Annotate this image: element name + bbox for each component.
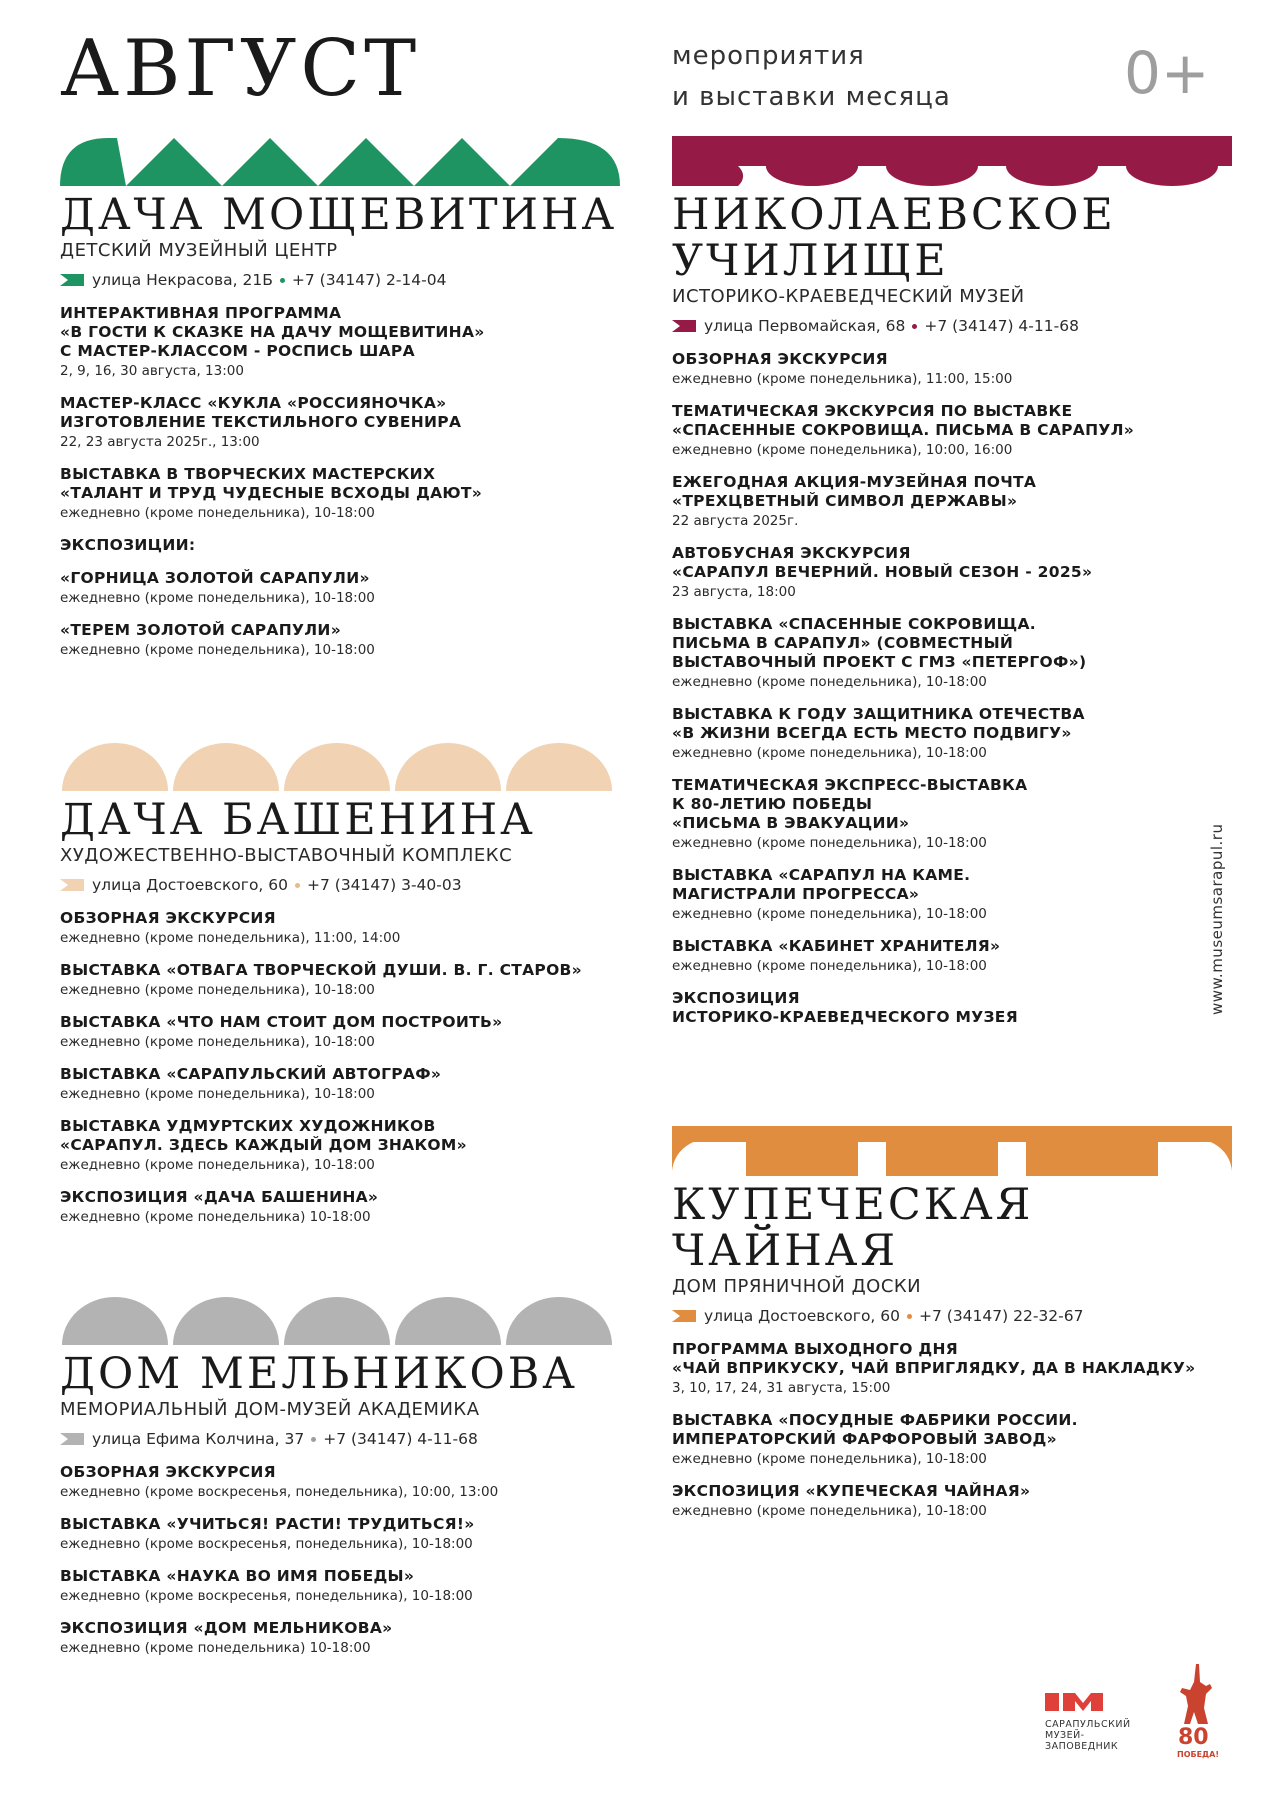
event-item	[672, 937, 1232, 975]
venue-type: ХУДОЖЕСТВЕННО-ВЫСТАВОЧНЫЙ КОМПЛЕКС	[60, 845, 513, 866]
event-title: ОБЗОРНАЯ ЭКСКУРСИЯ	[60, 1463, 276, 1481]
decor-band-green	[60, 136, 620, 186]
event-title: ЭКСПОЗИЦИЯ «ДАЧА БАШЕНИНА»	[60, 1188, 379, 1206]
venue-name-line-1: НИКОЛАЕВСКОЕ	[672, 190, 1116, 240]
event-title: МАСТЕР-КЛАСС «КУКЛА «РОССИЯНОЧКА» ИЗГОТОВЛЕНИЕ ТЕКСТИЛЬНОГО СУВЕНИРА	[60, 394, 462, 431]
venue-melnikova	[60, 1295, 620, 1671]
event-title: ОБЗОРНАЯ ЭКСКУРСИЯ	[672, 350, 888, 368]
venue-address[interactable]: улица Ефима Колчина, 37	[92, 1430, 305, 1448]
motherland-statue-icon	[1176, 1662, 1218, 1760]
venue-contact	[672, 1306, 1232, 1326]
venue-name: ДОМ МЕЛЬНИКОВА	[60, 1349, 578, 1399]
event-title: ВЫСТАВКА «СПАСЕННЫЕ СОКРОВИЩА. ПИСЬМА В САРАПУЛ» (СОВМЕСТНЫЙ ВЫСТАВОЧНЫЙ ПРОЕКТ С ГМЗ «ПЕТЕРГОФ»)	[672, 615, 1087, 671]
event-title: ПРОГРАММА ВЫХОДНОГО ДНЯ «ЧАЙ ВПРИКУСКУ, ЧАЙ ВПРИГЛЯДКУ, ДА В НАКЛАДКУ»	[672, 1340, 1196, 1377]
venue-moshchevitina	[60, 136, 620, 673]
event-schedule: ежедневно (кроме понедельника), 10-18:00	[672, 745, 987, 761]
event-item	[60, 569, 620, 607]
event-title: ЕЖЕГОДНАЯ АКЦИЯ-МУЗЕЙНАЯ ПОЧТА «ТРЕХЦВЕТНЫЙ СИМВОЛ ДЕРЖАВЫ»	[672, 473, 1037, 510]
event-item	[60, 1567, 620, 1605]
event-title: «ТЕРЕМ ЗОЛОТОЙ САРАПУЛИ»	[60, 621, 342, 639]
age-rating: 0+	[1124, 39, 1210, 107]
event-schedule: ежедневно (кроме понедельника) 10-18:00	[60, 1209, 371, 1225]
venue-name: ДАЧА БАШЕНИНА	[60, 795, 536, 845]
event-schedule: ежедневно (кроме воскресенья, понедельника), 10:00, 13:00	[60, 1484, 499, 1500]
venue-name: КУПЕЧЕСКАЯ ЧАЙНАЯ	[672, 1180, 1034, 1276]
victory-80-emblem	[1176, 1662, 1218, 1760]
semicircles-band-icon	[60, 741, 620, 791]
event-schedule: ежедневно (кроме понедельника), 10-18:00	[60, 505, 375, 521]
event-title: «ГОРНИЦА ЗОЛОТОЙ САРАПУЛИ»	[60, 569, 370, 587]
pennant-icon	[672, 320, 696, 332]
event-item	[672, 1482, 1232, 1520]
decor-band-maroon	[672, 136, 1232, 186]
event-schedule: ежедневно (кроме понедельника), 10-18:00	[672, 1451, 987, 1467]
event-item	[60, 1188, 620, 1226]
decor-band-peach	[60, 741, 620, 791]
separator-dot-icon	[280, 278, 285, 283]
event-title: ЭКСПОЗИЦИИ:	[60, 536, 196, 554]
event-item	[672, 544, 1232, 601]
event-schedule: ежедневно (кроме понедельника), 11:00, 14:00	[60, 930, 401, 946]
event-item	[672, 402, 1232, 459]
event-title: ВЫСТАВКА К ГОДУ ЗАЩИТНИКА ОТЕЧЕСТВА «В ЖИЗНИ ВСЕГДА ЕСТЬ МЕСТО ПОДВИГУ»	[672, 705, 1085, 742]
event-title: ВЫСТАВКА «САРАПУЛЬСКИЙ АВТОГРАФ»	[60, 1065, 442, 1083]
event-title: ВЫСТАВКА В ТВОРЧЕСКИХ МАСТЕРСКИХ «ТАЛАНТ И ТРУД ЧУДЕСНЫЕ ВСХОДЫ ДАЮТ»	[60, 465, 483, 502]
event-item	[672, 1340, 1232, 1397]
venue-address[interactable]: улица Достоевского, 60	[704, 1307, 900, 1325]
event-item	[60, 465, 620, 522]
event-item	[672, 989, 1232, 1027]
museum-logo[interactable]	[1045, 1693, 1165, 1752]
victory-number: 80	[1178, 1725, 1209, 1750]
venue-contact	[672, 316, 1232, 336]
event-item	[60, 1013, 620, 1051]
event-schedule: 23 августа, 18:00	[672, 584, 796, 600]
event-title: ВЫСТАВКА «САРАПУЛ НА КАМЕ. МАГИСТРАЛИ ПРОГРЕССА»	[672, 866, 971, 903]
museum-logo-icon	[1045, 1693, 1109, 1711]
venue-phone[interactable]: +7 (34147) 3-40-03	[307, 876, 462, 894]
event-schedule: ежедневно (кроме понедельника), 10-18:00	[60, 982, 375, 998]
pennant-icon	[60, 879, 84, 891]
venue-type: ДОМ ПРЯНИЧНОЙ ДОСКИ	[672, 1276, 922, 1297]
subtitle-line-1: мероприятия	[672, 41, 865, 71]
website-link[interactable]: www.museumsarapul.ru	[1208, 823, 1226, 1015]
event-list	[672, 350, 1232, 1027]
event-schedule: ежедневно (кроме понедельника) 10-18:00	[60, 1640, 371, 1656]
page-subtitle	[672, 36, 951, 118]
event-list	[672, 1340, 1232, 1520]
arches-band-icon	[672, 136, 1232, 186]
event-item	[60, 536, 620, 555]
separator-dot-icon	[311, 1437, 316, 1442]
event-title: ВЫСТАВКА «ОТВАГА ТВОРЧЕСКОЙ ДУШИ. В. Г. СТАРОВ»	[60, 961, 582, 979]
event-item	[60, 304, 620, 380]
event-item	[672, 705, 1232, 762]
event-item	[672, 866, 1232, 923]
victory-word: ПОБЕДА!	[1177, 1750, 1218, 1759]
event-schedule: 2, 9, 16, 30 августа, 13:00	[60, 363, 244, 379]
event-schedule: 22 августа 2025г.	[672, 513, 799, 529]
event-title: ВЫСТАВКА «УЧИТЬСЯ! РАСТИ! ТРУДИТЬСЯ!»	[60, 1515, 475, 1533]
venue-type: ИСТОРИКО-КРАЕВЕДЧЕСКИЙ МУЗЕЙ	[672, 286, 1025, 307]
event-title: ВЫСТАВКА «ПОСУДНЫЕ ФАБРИКИ РОССИИ. ИМПЕРАТОРСКИЙ ФАРФОРОВЫЙ ЗАВОД»	[672, 1411, 1078, 1448]
event-title: ИНТЕРАКТИВНАЯ ПРОГРАММА «В ГОСТИ К СКАЗКЕ НА ДАЧУ МОЩЕВИТИНА» С МАСТЕР-КЛАССОМ - РОСПИСЬ ШАРА	[60, 304, 485, 360]
event-title: ТЕМАТИЧЕСКАЯ ЭКСКУРСИЯ ПО ВЫСТАВКЕ «СПАСЕННЫЕ СОКРОВИЩА. ПИСЬМА В САРАПУЛ»	[672, 402, 1135, 439]
pennant-icon	[60, 274, 84, 286]
venue-address[interactable]: улица Первомайская, 68	[704, 317, 906, 335]
event-item	[60, 621, 620, 659]
event-item	[60, 1619, 620, 1657]
event-item	[672, 615, 1232, 691]
venue-uchilishche	[672, 136, 1232, 1041]
event-schedule: ежедневно (кроме понедельника), 10-18:00	[60, 1034, 375, 1050]
subtitle-line-2: и выставки месяца	[672, 82, 951, 112]
event-schedule: ежедневно (кроме понедельника), 10-18:00	[672, 906, 987, 922]
event-schedule: ежедневно (кроме понедельника), 10-18:00	[60, 590, 375, 606]
separator-dot-icon	[912, 324, 917, 329]
event-schedule: ежедневно (кроме понедельника), 10-18:00	[60, 1157, 375, 1173]
venue-name: ДАЧА МОЩЕВИТИНА	[60, 190, 618, 240]
event-title: АВТОБУСНАЯ ЭКСКУРСИЯ «САРАПУЛ ВЕЧЕРНИЙ. НОВЫЙ СЕЗОН - 2025»	[672, 544, 1093, 581]
event-schedule: ежедневно (кроме понедельника), 10-18:00	[60, 1086, 375, 1102]
event-item	[60, 909, 620, 947]
event-title: ОБЗОРНАЯ ЭКСКУРСИЯ	[60, 909, 276, 927]
event-item	[672, 473, 1232, 530]
event-schedule: ежедневно (кроме воскресенья, понедельника), 10-18:00	[60, 1588, 473, 1604]
event-item	[672, 1411, 1232, 1468]
event-schedule: 22, 23 августа 2025г., 13:00	[60, 434, 260, 450]
event-item	[672, 350, 1232, 388]
event-item	[60, 1463, 620, 1501]
event-item	[672, 776, 1232, 852]
event-item	[60, 961, 620, 999]
event-title: ВЫСТАВКА «ЧТО НАМ СТОИТ ДОМ ПОСТРОИТЬ»	[60, 1013, 503, 1031]
separator-dot-icon	[907, 1314, 912, 1319]
venue-address[interactable]: улица Некрасова, 21Б	[92, 271, 273, 289]
venue-bashenina	[60, 741, 620, 1240]
event-title: ЭКСПОЗИЦИЯ «КУПЕЧЕСКАЯ ЧАЙНАЯ»	[672, 1482, 1031, 1500]
event-item	[60, 394, 620, 451]
arches-band-icon	[672, 1126, 1232, 1176]
event-item	[60, 1117, 620, 1174]
venue-type: МЕМОРИАЛЬНЫЙ ДОМ-МУЗЕЙ АКАДЕМИКА	[60, 1399, 480, 1420]
venue-contact	[60, 875, 620, 895]
event-list	[60, 1463, 620, 1657]
venue-phone[interactable]: +7 (34147) 22-32-67	[919, 1307, 1084, 1325]
event-title: ЭКСПОЗИЦИЯ «ДОМ МЕЛЬНИКОВА»	[60, 1619, 393, 1637]
event-list	[60, 304, 620, 659]
logo-text-line-3: ЗАПОВЕДНИК	[1045, 1741, 1119, 1752]
event-title: ВЫСТАВКА УДМУРТСКИХ ХУДОЖНИКОВ «САРАПУЛ. ЗДЕСЬ КАЖДЫЙ ДОМ ЗНАКОМ»	[60, 1117, 467, 1154]
venue-phone[interactable]: +7 (34147) 4-11-68	[323, 1430, 478, 1448]
venue-address[interactable]: улица Достоевского, 60	[92, 876, 288, 894]
decor-band-orange	[672, 1126, 1232, 1176]
event-schedule: ежедневно (кроме понедельника), 11:00, 15:00	[672, 371, 1013, 387]
venue-type: ДЕТСКИЙ МУЗЕЙНЫЙ ЦЕНТР	[60, 240, 338, 261]
event-list	[60, 909, 620, 1226]
venue-contact	[60, 1429, 620, 1449]
event-schedule: ежедневно (кроме понедельника), 10-18:00	[60, 642, 375, 658]
venue-name-line-2: УЧИЛИЩЕ	[672, 236, 949, 286]
triangles-band-icon	[60, 136, 620, 186]
logo-text-line-2: МУЗЕЙ-	[1045, 1730, 1085, 1741]
event-schedule: ежедневно (кроме понедельника), 10-18:00	[672, 1503, 987, 1519]
event-item	[60, 1515, 620, 1553]
event-item	[60, 1065, 620, 1103]
pennant-icon	[672, 1310, 696, 1322]
venue-phone[interactable]: +7 (34147) 4-11-68	[924, 317, 1079, 335]
event-title: ВЫСТАВКА «КАБИНЕТ ХРАНИТЕЛЯ»	[672, 937, 1001, 955]
event-title: ТЕМАТИЧЕСКАЯ ЭКСПРЕСС-ВЫСТАВКА К 80-ЛЕТИЮ ПОБЕДЫ «ПИСЬМА В ЭВАКУАЦИИ»	[672, 776, 1028, 832]
logo-text-line-1: САРАПУЛЬСКИЙ	[1045, 1719, 1131, 1730]
venue-contact	[60, 270, 620, 290]
event-schedule: ежедневно (кроме понедельника), 10-18:00	[672, 958, 987, 974]
event-schedule: ежедневно (кроме понедельника), 10-18:00	[672, 674, 987, 690]
event-schedule: ежедневно (кроме понедельника), 10-18:00	[672, 835, 987, 851]
event-schedule: ежедневно (кроме воскресенья, понедельника), 10-18:00	[60, 1536, 473, 1552]
pennant-icon	[60, 1433, 84, 1445]
event-schedule: ежедневно (кроме понедельника), 10:00, 16:00	[672, 442, 1013, 458]
decor-band-gray	[60, 1295, 620, 1345]
event-title: ВЫСТАВКА «НАУКА ВО ИМЯ ПОБЕДЫ»	[60, 1567, 415, 1585]
separator-dot-icon	[295, 883, 300, 888]
venue-phone[interactable]: +7 (34147) 2-14-04	[291, 271, 447, 289]
event-title: ЭКСПОЗИЦИЯ ИСТОРИКО-КРАЕВЕДЧЕСКОГО МУЗЕЯ	[672, 989, 1018, 1026]
page-title: АВГУСТ	[60, 24, 421, 114]
semicircles-band-icon	[60, 1295, 620, 1345]
venue-chaynaya	[672, 1126, 1232, 1534]
event-schedule: 3, 10, 17, 24, 31 августа, 15:00	[672, 1380, 891, 1396]
